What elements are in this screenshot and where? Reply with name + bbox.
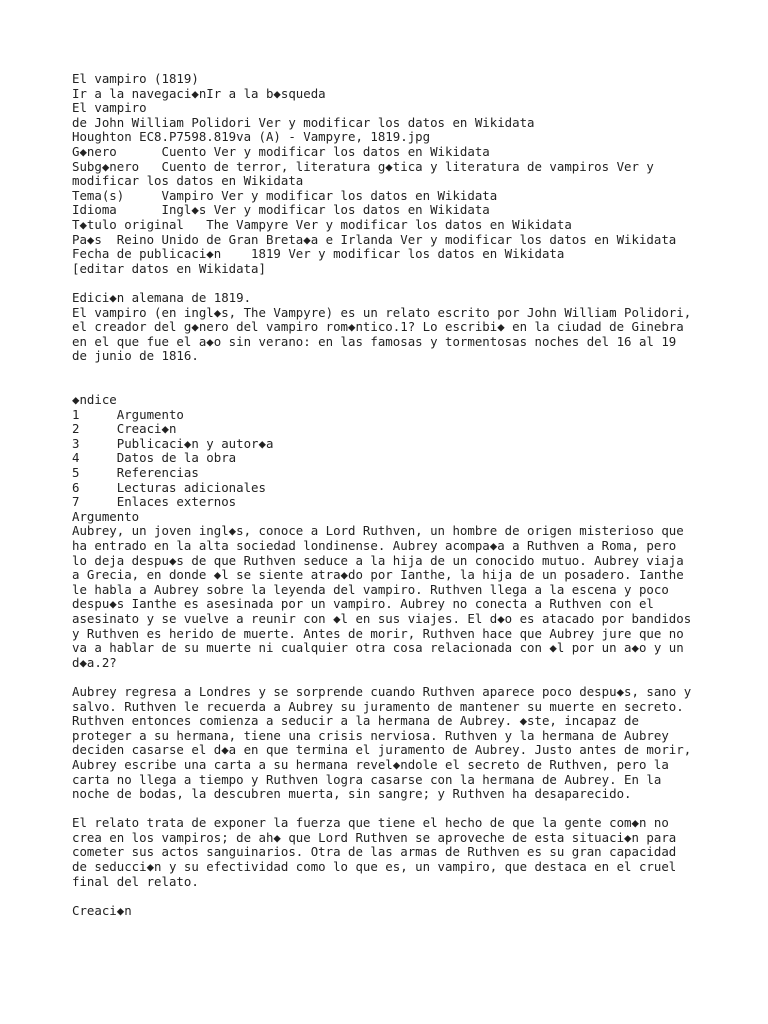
infobox-image-caption: Houghton EC8.P7598.819va (A) - Vampyre, 1819.jpg bbox=[72, 129, 431, 145]
infobox-subgenre: Subg◆nero Cuento de terror, literatura g◆tica y literatura de vampiros Ver y bbox=[72, 158, 654, 174]
toc-item: 5 Referencias bbox=[72, 465, 199, 481]
creation-block bbox=[72, 904, 712, 919]
plot-line: carta no llega a tiempo y Ruthven logra casarse con la hermana de Aubrey. En la bbox=[72, 771, 662, 787]
toc-item: 2 Creaci◆n bbox=[72, 421, 177, 437]
intro-line: de junio de 1816. bbox=[72, 348, 199, 364]
plot-line: deciden casarse el d◆a en que termina el juramento de Aubrey. Justo antes de morir, bbox=[72, 742, 692, 758]
infobox-language: Idioma Ingl◆s Ver y modificar los datos en Wikidata bbox=[72, 202, 490, 218]
plot-line: a Grecia, en donde ◆l se siente atra◆do por Ianthe, la hija de un posadero. Ianthe bbox=[72, 567, 684, 583]
infobox-subgenre-cont: modificar los datos en Wikidata bbox=[72, 173, 304, 189]
toc-item: 6 Lecturas adicionales bbox=[72, 479, 266, 495]
plot-line: Aubrey, un joven ingl◆s, conoce a Lord Ruthven, un hombre de origen misterioso que bbox=[72, 523, 684, 539]
toc-item: 1 Argumento bbox=[72, 406, 184, 422]
infobox-edit-link: [editar datos en Wikidata] bbox=[72, 260, 266, 276]
intro-line: El vampiro (en ingl◆s, The Vampyre) es un relato escrito por John William Polidori, bbox=[72, 304, 692, 320]
image-caption: Edici◆n alemana de 1819. bbox=[72, 289, 252, 305]
toc-item: 4 Datos de la obra bbox=[72, 450, 237, 466]
plot-line: crea en los vampiros; de ah◆ que Lord Ruthven se aproveche de esta situaci◆n para bbox=[72, 829, 677, 845]
doc-title: El vampiro (1819) bbox=[72, 71, 199, 86]
plot-line: y Ruthven es herido de muerte. Antes de morir, Ruthven hace que Aubrey jure que no bbox=[72, 625, 684, 641]
infobox-themes: Tema(s) Vampiro Ver y modificar los datos en Wikidata bbox=[72, 187, 498, 203]
plot-line: Aubrey regresa a Londres y se sorprende cuando Ruthven aparece poco despu◆s, sano y bbox=[72, 683, 692, 699]
infobox-block bbox=[72, 72, 712, 276]
infobox-country: Pa◆s Reino Unido de Gran Breta◆a e Irlanda Ver y modificar los datos en Wikidata bbox=[72, 231, 677, 247]
nav-links-text: Ir a la navegaci◆nIr a la b◆squeda bbox=[72, 85, 326, 101]
plot-line: final del relato. bbox=[72, 873, 199, 889]
section-heading: Argumento bbox=[72, 508, 140, 524]
toc-and-plot-block bbox=[72, 393, 712, 670]
infobox-pub-date: Fecha de publicaci◆n 1819 Ver y modificar los datos en Wikidata bbox=[72, 246, 565, 262]
plot-line: Ruthven entonces comienza a seducir a la hermana de Aubrey. ◆ste, incapaz de bbox=[72, 713, 639, 729]
plot-line: El relato trata de exponer la fuerza que tiene el hecho de que la gente com◆n no bbox=[72, 815, 669, 831]
plot-line: cometer sus actos sanguinarios. Otra de las armas de Ruthven es su gran capacidad bbox=[72, 844, 677, 860]
plot-line: ha entrado en la alta sociedad londinense. Aubrey acompa◆a a Ruthven a Roma, pero bbox=[72, 538, 677, 553]
intro-line: en el que fue el a◆o sin verano: en las famosas y tormentosas noches del 16 al 19 bbox=[72, 333, 677, 349]
infobox-original-title: T◆tulo original The Vampyre Ver y modificar los datos en Wikidata bbox=[72, 216, 572, 232]
plot-line: despu◆s Ianthe es asesinada por un vampiro. Aubrey no conecta a Ruthven con el bbox=[72, 596, 654, 612]
infobox-author: de John William Polidori Ver y modificar los datos en Wikidata bbox=[72, 114, 535, 130]
intro-block bbox=[72, 291, 712, 364]
plot-line: le habla a Aubrey sobre la leyenda del vampiro. Ruthven llega a la escena y poco bbox=[72, 581, 669, 597]
plot-line: asesinato y se vuelve a reunir con ◆l en sus viajes. El d◆o es atacado por bandidos bbox=[72, 610, 692, 626]
document-page bbox=[72, 72, 712, 918]
plot-line: de seducci◆n y su efectividad como lo que es, un vampiro, que destaca en el cruel bbox=[72, 859, 677, 875]
section-heading: Creaci◆n bbox=[72, 902, 132, 918]
plot-line: va a hablar de su muerte ni cualquier otra cosa relacionada con ◆l por un a◆o y un bbox=[72, 640, 684, 656]
toc-item: 3 Publicaci◆n y autor◆a bbox=[72, 435, 274, 451]
toc-item: 7 Enlaces externos bbox=[72, 494, 237, 510]
plot-line: Aubrey escribe una carta a su hermana revel◆ndole el secreto de Ruthven, pero la bbox=[72, 756, 669, 772]
plot-line: noche de bodas, la descubren muerta, sin sangre; y Ruthven ha desaparecido. bbox=[72, 786, 632, 802]
infobox-title: El vampiro bbox=[72, 100, 147, 116]
plot-line: salvo. Ruthven le recuerda a Aubrey su juramento de mantener su muerte en secreto. bbox=[72, 698, 684, 714]
plot-line: lo deja despu◆s de que Ruthven seduce a la hija de un conocido mutuo. Aubrey viaja bbox=[72, 552, 684, 568]
plot-paragraph-2 bbox=[72, 685, 712, 802]
infobox-genre: G◆nero Cuento Ver y modificar los datos en Wikidata bbox=[72, 143, 490, 159]
intro-line: el creador del g◆nero del vampiro rom◆ntico.1? Lo escribi◆ en la ciudad de Ginebra bbox=[72, 319, 684, 335]
plot-paragraph-3 bbox=[72, 816, 712, 889]
plot-line: d◆a.2? bbox=[72, 654, 117, 670]
toc-heading: ◆ndice bbox=[72, 392, 117, 408]
plot-line: proteger a su hermana, tiene una crisis nerviosa. Ruthven y la hermana de Aubrey bbox=[72, 727, 669, 743]
